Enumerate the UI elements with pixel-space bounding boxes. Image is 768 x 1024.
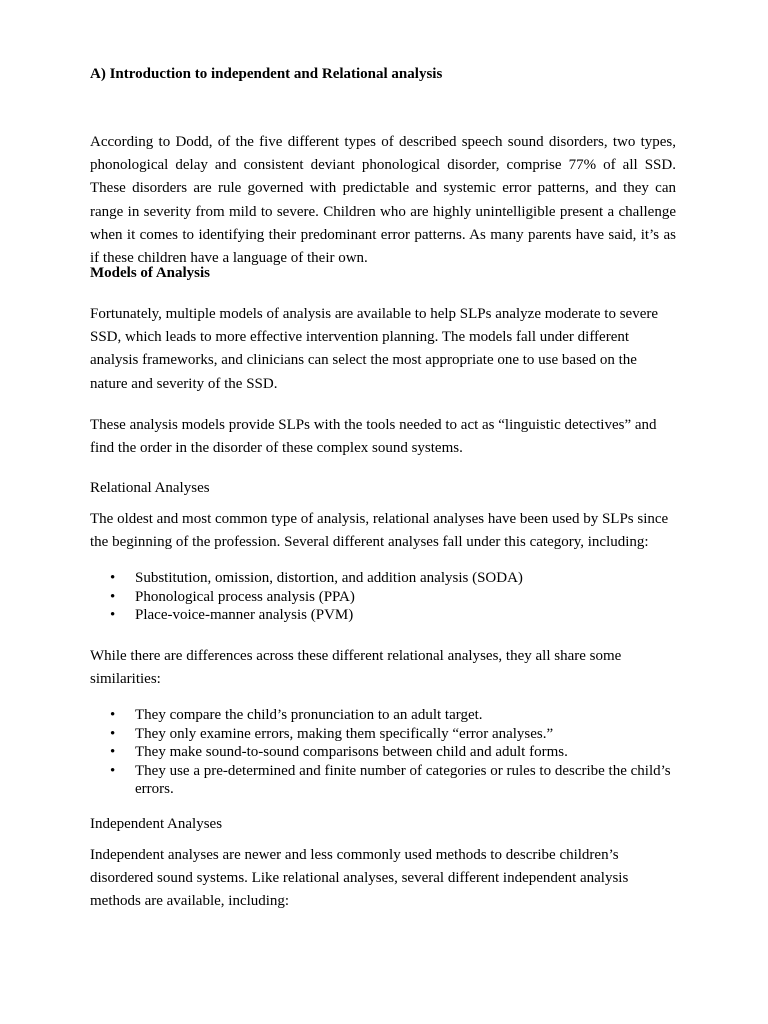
models-paragraph: [90, 303, 676, 396]
list-item: • They make sound-to-sound comparisons between child and adult forms.: [110, 744, 568, 760]
models-line: nature and severity of the SSD.: [90, 375, 278, 392]
list-item: • Phonological process analysis (PPA): [110, 588, 355, 605]
independent-subheading: Independent Analyses: [90, 816, 223, 832]
list-item: • They only examine errors, making them specifically “error analyses.”: [110, 725, 554, 742]
list-item: • They compare the child’s pronunciation to an adult target.: [110, 707, 483, 723]
bullet-icon: •: [110, 588, 116, 605]
bullet-icon: •: [110, 607, 116, 623]
bullet-icon: •: [110, 725, 116, 742]
bullet-icon: •: [110, 707, 116, 723]
differences-paragraph: [90, 645, 676, 691]
independent-line: Independent analyses are newer and less commonly used methods to describe children’s: [90, 847, 619, 863]
similarities-list: [90, 706, 680, 798]
list-item: • Substitution, omission, distortion, and addition analysis (SODA): [110, 570, 523, 586]
tools-line: find the order in the disorder of these complex sound systems.: [90, 440, 463, 457]
relational-paragraph: [90, 508, 676, 554]
list-item: • Place-voice-manner analysis (PVM): [110, 607, 354, 623]
bullet-icon: •: [110, 570, 116, 586]
differences-line: While there are differences across these different relational analyses, they all share some: [90, 648, 622, 664]
relational-subheading: Relational Analyses: [90, 480, 210, 496]
models-line: Fortunately, multiple models of analysis are available to help SLPs analyze moderate to severe: [90, 306, 659, 322]
section-heading-a: A) Introduction to independent and Relational analysis: [90, 66, 443, 82]
bullet-icon: •: [110, 744, 116, 760]
bullet-icon: •: [110, 762, 116, 779]
list-item: • They use a pre-determined and finite number of categories or rules to describe the child’s errors.: [110, 762, 671, 797]
independent-paragraph: [90, 844, 676, 914]
tools-line: These analysis models provide SLPs with the tools needed to act as “linguistic detectives” and: [90, 417, 657, 433]
relational-line: The oldest and most common type of analysis, relational analyses have been used by SLPs since: [90, 511, 669, 527]
independent-line: disordered sound systems. Like relational analyses, several different independent analysis: [90, 870, 629, 887]
tools-paragraph: [90, 414, 676, 460]
differences-line: similarities:: [90, 671, 161, 688]
models-line: analysis frameworks, and clinicians can select the most appropriate one to use based on the: [90, 352, 637, 369]
intro-paragraph: According to Dodd, of the five different types of described speech sound disorders, two types, phonological delay and consistent deviant phonological disorder, comprise 77% of all SSD. These disorders are rule governed with predictable and systemic error patterns, and they can range in severity from mild to severe. Children who are highly unintelligible present a challenge when it comes to identifying their predominant error patterns. As many parents have said, it’s as if these children have a language of their own.: [90, 134, 676, 267]
models-line: SSD, which leads to more effective intervention planning. The models fall under different: [90, 329, 630, 346]
models-heading: Models of Analysis: [90, 265, 211, 281]
relational-analyses-list: [90, 569, 680, 625]
independent-line: methods are available, including:: [90, 893, 290, 910]
relational-line: the beginning of the profession. Several different analyses fall under this category, including:: [90, 534, 649, 551]
